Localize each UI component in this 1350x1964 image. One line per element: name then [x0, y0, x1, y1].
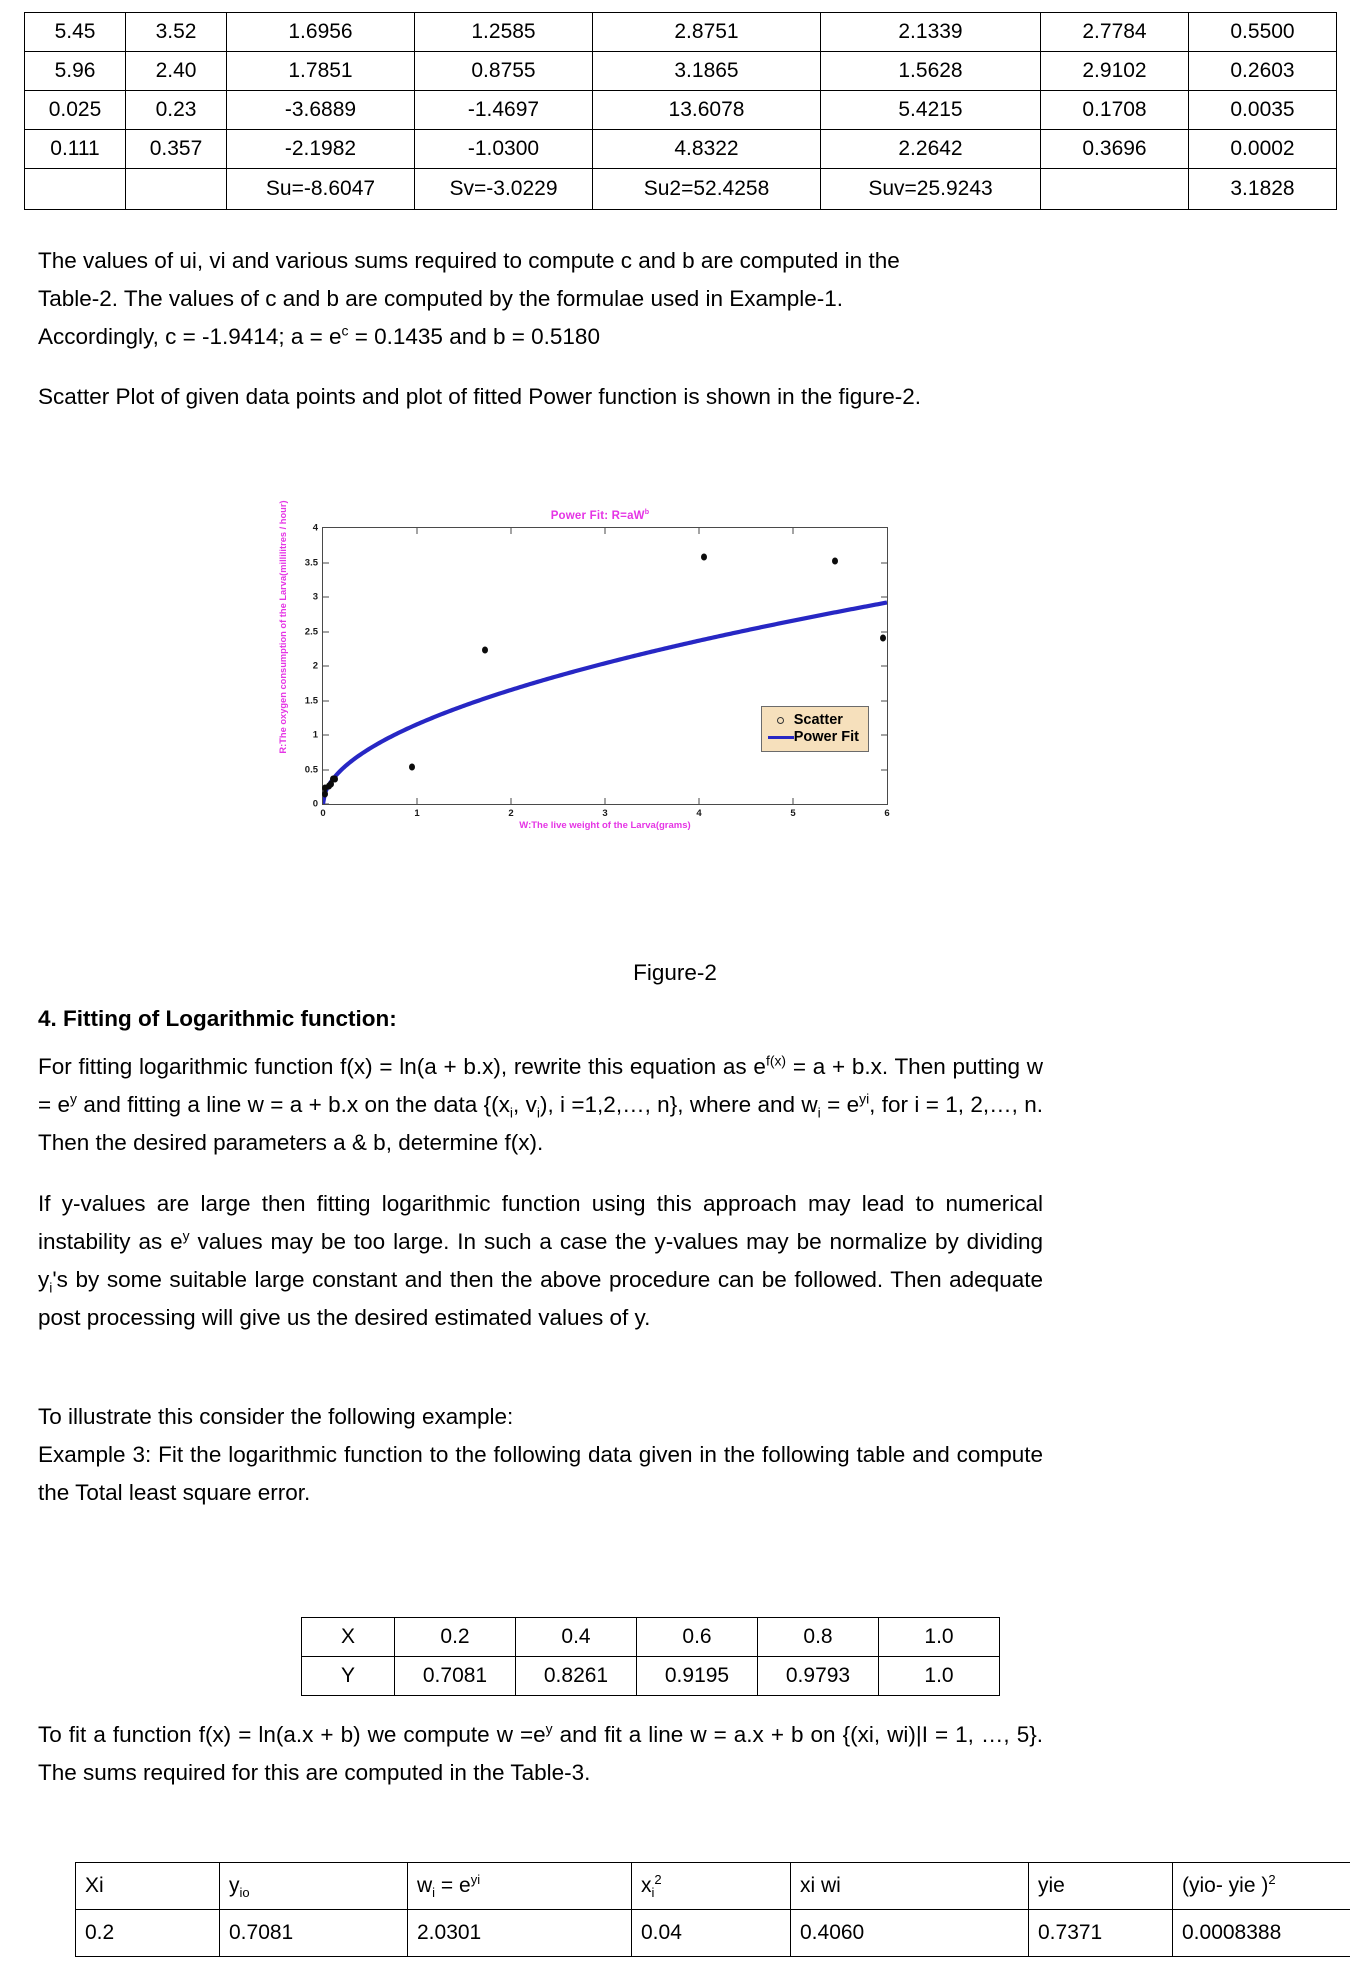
text-fragment: = a + b.x. Then putting w = e	[38, 1054, 1044, 1117]
chart-x-axis-label: W:The live weight of the Larva(grams)	[519, 820, 691, 831]
cell-sum-v: Sv=-3.0229	[415, 169, 593, 210]
row-header-x: X	[302, 1618, 395, 1657]
y-tick-label: 0	[312, 798, 318, 810]
text-fragment: = e	[820, 1092, 860, 1117]
header-xi2: $x_i^2$	[632, 1863, 791, 1910]
table-row	[25, 13, 1337, 52]
text-fragment: Accordingly, c = -1.9414; a = e	[38, 324, 342, 349]
x-tick-label: 3	[602, 808, 608, 819]
cell: 0.4060	[791, 1910, 1029, 1957]
paragraph-example-3: Example 3: Fit the logarithmic function to the following data given in the following table and compute the Total least square error.	[38, 1442, 1043, 1505]
subscript-i: i	[536, 1104, 540, 1121]
cell: 0.4	[516, 1618, 637, 1657]
cell: 0.0008388	[1173, 1910, 1350, 1957]
cell: 0.6	[637, 1618, 758, 1657]
table-2	[24, 12, 1337, 210]
y-tick-label: 1	[312, 729, 318, 741]
superscript-y: y	[545, 1720, 553, 1737]
cell: 5.45	[25, 13, 126, 52]
cell: 0.3696	[1041, 130, 1189, 169]
scatter-point	[880, 635, 886, 642]
cell: 2.0301	[408, 1910, 632, 1957]
paragraph-illustrate: To illustrate this consider the following example:	[38, 1404, 514, 1429]
text-fragment: , for i = 1, 2,…, n. Then the desired parameters a & b, determine f(x).	[38, 1092, 1043, 1155]
cell: 0.1708	[1041, 91, 1189, 130]
paragraph-to-fit-function	[38, 1716, 1043, 1792]
cell: 0.0002	[1189, 130, 1337, 169]
paragraph-scatter-plot-intro: Scatter Plot of given data points and plot of fitted Power function is shown in the figure-2.	[38, 384, 922, 409]
cell: -2.1982	[227, 130, 415, 169]
example-3-data-table-wrap	[301, 1617, 1000, 1696]
cell: 0.7371	[1029, 1910, 1173, 1957]
cell-sum-u2: Su2=52.4258	[593, 169, 821, 210]
table-3-wrap	[75, 1862, 1290, 1957]
cell: 0.9793	[758, 1657, 879, 1696]
table-row	[76, 1910, 1350, 1957]
cell: 0.8	[758, 1618, 879, 1657]
cell: -1.4697	[415, 91, 593, 130]
chart-title-text: Power Fit: R=aW	[550, 510, 645, 522]
legend-label: Power Fit	[793, 728, 859, 745]
subscript-i: i	[49, 1279, 53, 1296]
text-fragment: , v	[512, 1092, 537, 1117]
text-fragment: = 0.1435 and b = 0.5180	[348, 324, 600, 349]
scatter-point	[832, 558, 838, 565]
cell: 0.9195	[637, 1657, 758, 1696]
cell: -1.0300	[415, 130, 593, 169]
scatter-point	[332, 776, 338, 783]
text-fragment: To fit a function f(x) = ln(a.x + b) we compute w =e	[38, 1722, 546, 1747]
cell: 0.8755	[415, 52, 593, 91]
paragraph-line-accordingly	[38, 318, 1038, 356]
cell: 0.2	[395, 1618, 516, 1657]
scatter-point	[701, 553, 707, 560]
cell: 0.0035	[1189, 91, 1337, 130]
cell: 2.2642	[821, 130, 1041, 169]
paragraph-table2-explanation	[38, 242, 1038, 356]
cell: 0.357	[126, 130, 227, 169]
header-yio: $y_{io}$	[220, 1863, 408, 1910]
superscript-fx: f(x)	[765, 1052, 787, 1069]
cell: 0.5500	[1189, 13, 1337, 52]
header-sq-error: (yio- yie )$^2$	[1173, 1863, 1350, 1910]
scatter-point	[482, 647, 488, 654]
section-heading-4: 4. Fitting of Logarithmic function:	[38, 1006, 397, 1031]
chart-plot-area	[304, 522, 890, 819]
row-header-y: Y	[302, 1657, 395, 1696]
header-xi: Xi	[76, 1863, 220, 1910]
cell: 2.40	[126, 52, 227, 91]
y-tick-label: 2.5	[304, 626, 318, 637]
cell: 2.8751	[593, 13, 821, 52]
y-tick-label: 3	[312, 591, 318, 603]
superscript-y: y	[70, 1090, 77, 1107]
cell: 0.025	[25, 91, 126, 130]
header-wi: $w_i = e^{yi}$	[408, 1863, 632, 1910]
superscript-yi: yi	[859, 1090, 870, 1107]
x-tick-label: 0	[320, 808, 326, 819]
table-header-row	[76, 1863, 1350, 1910]
cell: 2.7784	[1041, 13, 1189, 52]
y-tick-label: 4	[312, 522, 318, 534]
text-fragment: and fitting a line w = a + b.x on the data {(x	[76, 1092, 510, 1117]
power-fit-curve	[323, 528, 887, 804]
scatter-point	[409, 764, 415, 771]
y-tick-label: 3.5	[304, 557, 318, 568]
cell: 1.6956	[227, 13, 415, 52]
chart-legend	[761, 706, 869, 752]
cell: 0.2603	[1189, 52, 1337, 91]
cell: 0.111	[25, 130, 126, 169]
paragraph-log-fit-method	[38, 1048, 1043, 1162]
chart-title-superscript: b	[644, 508, 650, 517]
paragraph-numerical-instability	[38, 1185, 1043, 1337]
example-3-data-table	[301, 1617, 1000, 1696]
table-row-x	[302, 1618, 1000, 1657]
cell: 0.2	[76, 1910, 220, 1957]
table-row-y	[302, 1657, 1000, 1696]
cell-sum-u: Su=-8.6047	[227, 169, 415, 210]
paragraph-line: The values of ui, vi and various sums required to compute c and b are computed in the	[38, 248, 900, 273]
chart-y-axis-label: R:The oxygen consumption of the Larva(millilitres / hour)	[278, 500, 288, 754]
cell	[25, 169, 126, 210]
y-tick-label: 2	[312, 660, 318, 672]
x-tick-label: 1	[414, 808, 420, 819]
x-tick-label: 4	[696, 808, 702, 819]
subscript-i: i	[817, 1104, 821, 1121]
text-fragment: If y-values are large then fitting logarithmic function using this approach may lead to numerical instability as e	[38, 1191, 1043, 1254]
chart-title	[290, 510, 910, 522]
cell	[1041, 169, 1189, 210]
paragraph-line: Table-2. The values of c and b are computed by the formulae used in Example-1.	[38, 286, 844, 311]
table-row	[25, 130, 1337, 169]
line-marker-icon	[768, 736, 794, 740]
legend-item-power-fit	[768, 729, 859, 746]
scatter-marker-icon	[768, 717, 794, 724]
superscript-y: y	[182, 1227, 190, 1244]
superscript-c: c	[341, 322, 349, 339]
table-2-continuation	[24, 12, 1332, 210]
y-tick-label: 0.5	[304, 764, 318, 775]
cell: 0.7081	[220, 1910, 408, 1957]
cell: 5.4215	[821, 91, 1041, 130]
cell: 3.1828	[1189, 169, 1337, 210]
cell	[126, 169, 227, 210]
cell: 2.1339	[821, 13, 1041, 52]
cell: 0.8261	[516, 1657, 637, 1696]
text-fragment: For fitting logarithmic function f(x) = ln(a + b.x), rewrite this equation as e	[38, 1054, 766, 1079]
cell: 4.8322	[593, 130, 821, 169]
header-xiwi: xi wi	[791, 1863, 1029, 1910]
cell: 0.7081	[395, 1657, 516, 1696]
table-row	[25, 91, 1337, 130]
x-tick-label: 6	[884, 808, 890, 819]
cell: 0.23	[126, 91, 227, 130]
subscript-i: i	[509, 1104, 513, 1121]
cell: 1.5628	[821, 52, 1041, 91]
header-yie: yie	[1029, 1863, 1173, 1910]
cell: 1.2585	[415, 13, 593, 52]
cell: 13.6078	[593, 91, 821, 130]
cell: 3.1865	[593, 52, 821, 91]
cell: 1.0	[879, 1657, 1000, 1696]
cell: -3.6889	[227, 91, 415, 130]
cell-sum-uv: Suv=25.9243	[821, 169, 1041, 210]
text-fragment: and fit a line w = a.x + b on {(xi, wi)|I = 1, …, 5}. The sums required for this are computed in the Table-3.	[38, 1722, 1043, 1785]
y-tick-label: 1.5	[304, 695, 318, 706]
cell: 0.04	[632, 1910, 791, 1957]
cell: 3.52	[126, 13, 227, 52]
table-3	[75, 1862, 1350, 1957]
figure-2	[278, 500, 910, 835]
text-fragment: values may be too large. In such a case the y-values may be normalize by dividing y	[38, 1229, 1043, 1292]
cell: 1.7851	[227, 52, 415, 91]
cell: 5.96	[25, 52, 126, 91]
cell: 2.9102	[1041, 52, 1189, 91]
figure-caption: Figure-2	[633, 960, 717, 985]
x-tick-label: 2	[508, 808, 514, 819]
legend-item-scatter	[768, 712, 859, 729]
x-tick-label: 5	[790, 808, 796, 819]
table-row	[25, 52, 1337, 91]
text-fragment: ), i =1,2,…, n}, where and w	[539, 1092, 818, 1117]
table-sum-row	[25, 169, 1337, 210]
text-fragment: 's by some suitable large constant and then the above procedure can be followed. Then adequate post processing will give us the desired estimated values of y.	[38, 1267, 1043, 1330]
legend-label: Scatter	[793, 711, 843, 728]
cell: 1.0	[879, 1618, 1000, 1657]
